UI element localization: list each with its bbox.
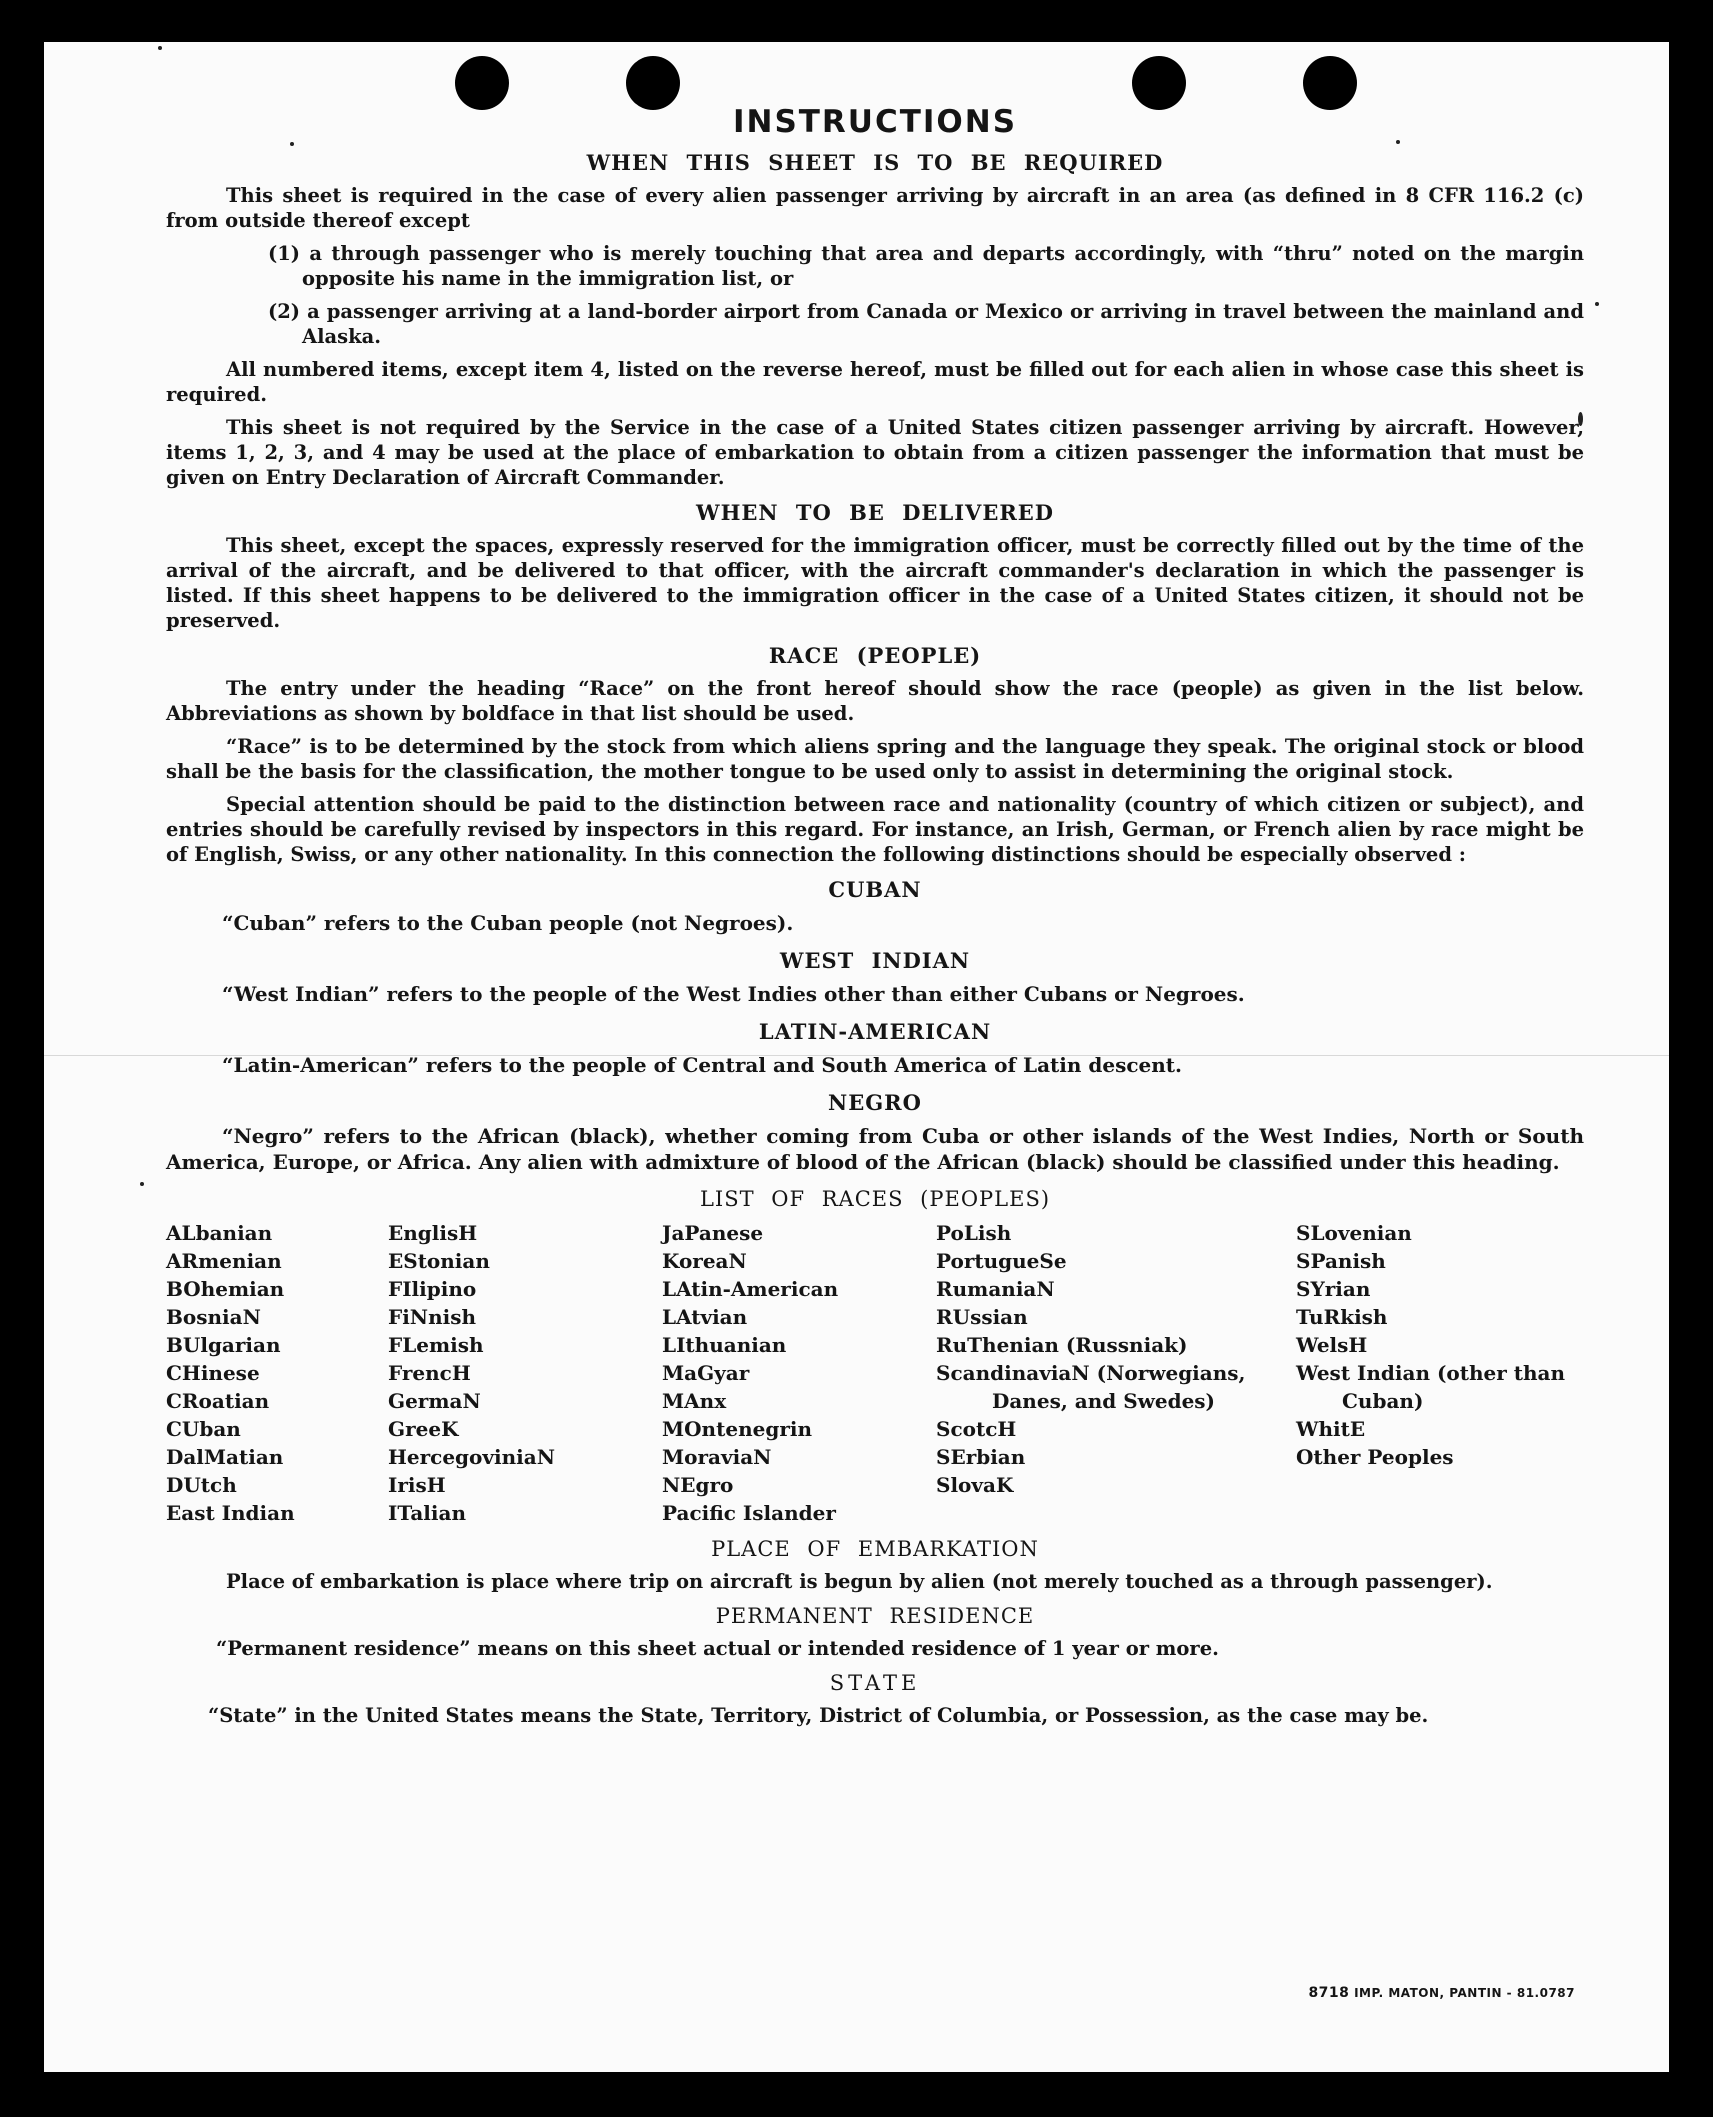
- race-entry: EnglisH: [388, 1221, 478, 1245]
- races-column: [662, 1219, 936, 1527]
- printer-imprint: IMP. MATON, PANTIN - 81.0787: [1354, 1986, 1575, 2000]
- punch-hole: [455, 56, 509, 110]
- race-entry: MoraviaN: [662, 1445, 772, 1469]
- race-entry: MaGyar: [662, 1361, 750, 1385]
- race-entry: GreeK: [388, 1417, 459, 1441]
- paragraph: “State” in the United States means the State, Territory, District of Columbia, or Possession, as the case may be.: [208, 1704, 1429, 1727]
- race-entry: EStonian: [388, 1249, 490, 1273]
- race-entry: PortugueSe: [936, 1249, 1067, 1273]
- printer-code: [1308, 1985, 1575, 2001]
- race-entry: ARmenian: [166, 1249, 282, 1273]
- paragraph: All numbered items, except item 4, listed on the reverse hereof, must be filled out for each alien in whose case this sheet is required.: [166, 358, 1584, 406]
- race-entry: FIlipino: [388, 1277, 477, 1301]
- speck: [158, 46, 162, 50]
- races-list: [166, 1219, 1584, 1527]
- race-entry: GermaN: [388, 1389, 481, 1413]
- race-entry: HercegoviniaN: [388, 1445, 555, 1469]
- races-list-heading: LIST OF RACES (PEOPLES): [699, 1187, 1051, 1211]
- race-entry: DUtch: [166, 1473, 237, 1497]
- race-entry: Pacific Islander: [662, 1501, 836, 1525]
- section-heading-when-delivered: WHEN TO BE DELIVERED: [695, 500, 1054, 525]
- definition-text: “Latin-American” refers to the people of Central and South America of Latin descent.: [222, 1053, 1182, 1077]
- paragraph: This sheet is not required by the Service in the case of a United States citizen passenger arriving by aircraft. However, items 1, 2, 3, and 4 may be used at the place of embarkation to obtain from a citizen passenger the information that must be given on Entry Declaration of Aircraft Commander.: [166, 416, 1584, 489]
- races-column: [936, 1219, 1296, 1527]
- paragraph: Place of embarkation is place where trip on aircraft is begun by alien (not merely touched as a through passenger).: [226, 1570, 1493, 1593]
- punch-hole: [626, 56, 680, 110]
- race-entry: FrencH: [388, 1361, 471, 1385]
- race-entry: SYrian: [1296, 1277, 1371, 1301]
- race-entry: CUban: [166, 1417, 241, 1441]
- race-entry: DalMatian: [166, 1445, 284, 1469]
- definition-text: “Cuban” refers to the Cuban people (not Negroes).: [222, 911, 794, 935]
- race-entry: BOhemian: [166, 1277, 285, 1301]
- paragraph: This sheet is required in the case of every alien passenger arriving by aircraft in an area (as defined in 8 CFR 116.2 (c) from outside thereof except: [166, 184, 1584, 232]
- race-entry: CHinese: [166, 1361, 260, 1385]
- race-entry: WhitE: [1296, 1417, 1366, 1441]
- race-entry: FLemish: [388, 1333, 484, 1357]
- punch-hole: [1132, 56, 1186, 110]
- punch-hole: [1303, 56, 1357, 110]
- form-number: 8718: [1308, 1985, 1350, 2001]
- race-entry: LIthuanian: [662, 1333, 787, 1357]
- race-entry: NEgro: [662, 1473, 734, 1497]
- definition-heading: WEST INDIAN: [779, 948, 971, 973]
- race-entry: ALbanian: [166, 1221, 273, 1245]
- document-page: [44, 42, 1669, 2072]
- race-entry: ScandinaviaN (Norwegians, Danes, and Swedes): [936, 1361, 1246, 1413]
- race-entry: East Indian: [166, 1501, 295, 1525]
- speck: [140, 1182, 144, 1186]
- race-entry: West Indian (other than Cuban): [1296, 1361, 1566, 1413]
- race-entry: SlovaK: [936, 1473, 1014, 1497]
- race-entry: BosniaN: [166, 1305, 261, 1329]
- section-heading-race: RACE (PEOPLE): [768, 643, 982, 668]
- races-column: [388, 1219, 662, 1527]
- definition-text: “West Indian” refers to the people of the West Indies other than either Cubans or Negroes.: [222, 982, 1245, 1006]
- race-entry: MOntenegrin: [662, 1417, 812, 1441]
- list-item: (2) a passenger arriving at a land-border airport from Canada or Mexico or arriving in travel between the mainland and Alaska.: [268, 300, 1584, 348]
- definition-heading: CUBAN: [828, 877, 922, 902]
- race-entry: JaPanese: [662, 1221, 764, 1245]
- definition-heading: NEGRO: [828, 1090, 922, 1115]
- race-entry: ITalian: [388, 1501, 466, 1525]
- section-heading-embarkation: PLACE OF EMBARKATION: [711, 1537, 1039, 1561]
- race-entry: FiNnish: [388, 1305, 477, 1329]
- paragraph: “Permanent residence” means on this sheet actual or intended residence of 1 year or more.: [216, 1637, 1219, 1660]
- race-entry: TuRkish: [1296, 1305, 1388, 1329]
- paragraph: The entry under the heading “Race” on the front hereof should show the race (people) as given in the list below. Abbreviations as shown by boldface in that list should be used.: [166, 677, 1584, 725]
- paragraph: This sheet, except the spaces, expressly reserved for the immigration officer, must be correctly filled out by the time of the arrival of the aircraft, and be delivered to that officer, with the aircraft commander's declaration in which the passenger is listed. If this sheet happens to be delivered to the immigration officer in the case of a United States citizen, it should not be preserved.: [166, 534, 1584, 632]
- race-entry: Other Peoples: [1296, 1445, 1454, 1469]
- list-item: (1) a through passenger who is merely touching that area and departs accordingly, with “thru” noted on the margin opposite his name in the immigration list, or: [268, 242, 1584, 290]
- race-entry: BUlgarian: [166, 1333, 281, 1357]
- race-entry: RuThenian (Russniak): [936, 1333, 1188, 1357]
- races-column: [1296, 1219, 1584, 1527]
- race-entry: IrisH: [388, 1473, 446, 1497]
- section-heading-when-required: WHEN THIS SHEET IS TO BE REQUIRED: [586, 150, 1164, 175]
- race-entry: KoreaN: [662, 1249, 747, 1273]
- definition-text: “Negro” refers to the African (black), whether coming from Cuba or other islands of the West Indies, North or South America, Europe, or Africa. Any alien with admixture of blood of the African (black) should be classified under this heading.: [166, 1124, 1584, 1174]
- paragraph: Special attention should be paid to the distinction between race and nationality (country of which citizen or subject), and entries should be carefully revised by inspectors in this regard. For instance, an Irish, German, or French alien by race might be of English, Swiss, or any other nationality. In this connection the following distinctions should be especially observed :: [166, 793, 1584, 866]
- race-entry: ScotcH: [936, 1417, 1017, 1441]
- race-entry: SPanish: [1296, 1249, 1386, 1273]
- race-entry: CRoatian: [166, 1389, 270, 1413]
- section-heading-state: STATE: [829, 1671, 921, 1695]
- speck: [1595, 302, 1599, 306]
- race-entry: LAtvian: [662, 1305, 748, 1329]
- instructions-content: [166, 104, 1584, 1736]
- race-entry: RumaniaN: [936, 1277, 1055, 1301]
- races-column: [166, 1219, 388, 1527]
- race-entry: RUssian: [936, 1305, 1028, 1329]
- race-entry: PoLish: [936, 1221, 1012, 1245]
- race-entry: SLovenian: [1296, 1221, 1412, 1245]
- page-title: INSTRUCTIONS: [732, 104, 1018, 140]
- paragraph: “Race” is to be determined by the stock from which aliens spring and the language they speak. The original stock or blood shall be the basis for the classification, the mother tongue to be used only to assist in determining the original stock.: [166, 735, 1584, 783]
- race-entry: MAnx: [662, 1389, 727, 1413]
- section-heading-residence: PERMANENT RESIDENCE: [715, 1604, 1035, 1628]
- definition-heading: LATIN-AMERICAN: [758, 1019, 992, 1044]
- race-entry: LAtin-American: [662, 1277, 839, 1301]
- race-entry: SErbian: [936, 1445, 1026, 1469]
- race-entry: WelsH: [1296, 1333, 1368, 1357]
